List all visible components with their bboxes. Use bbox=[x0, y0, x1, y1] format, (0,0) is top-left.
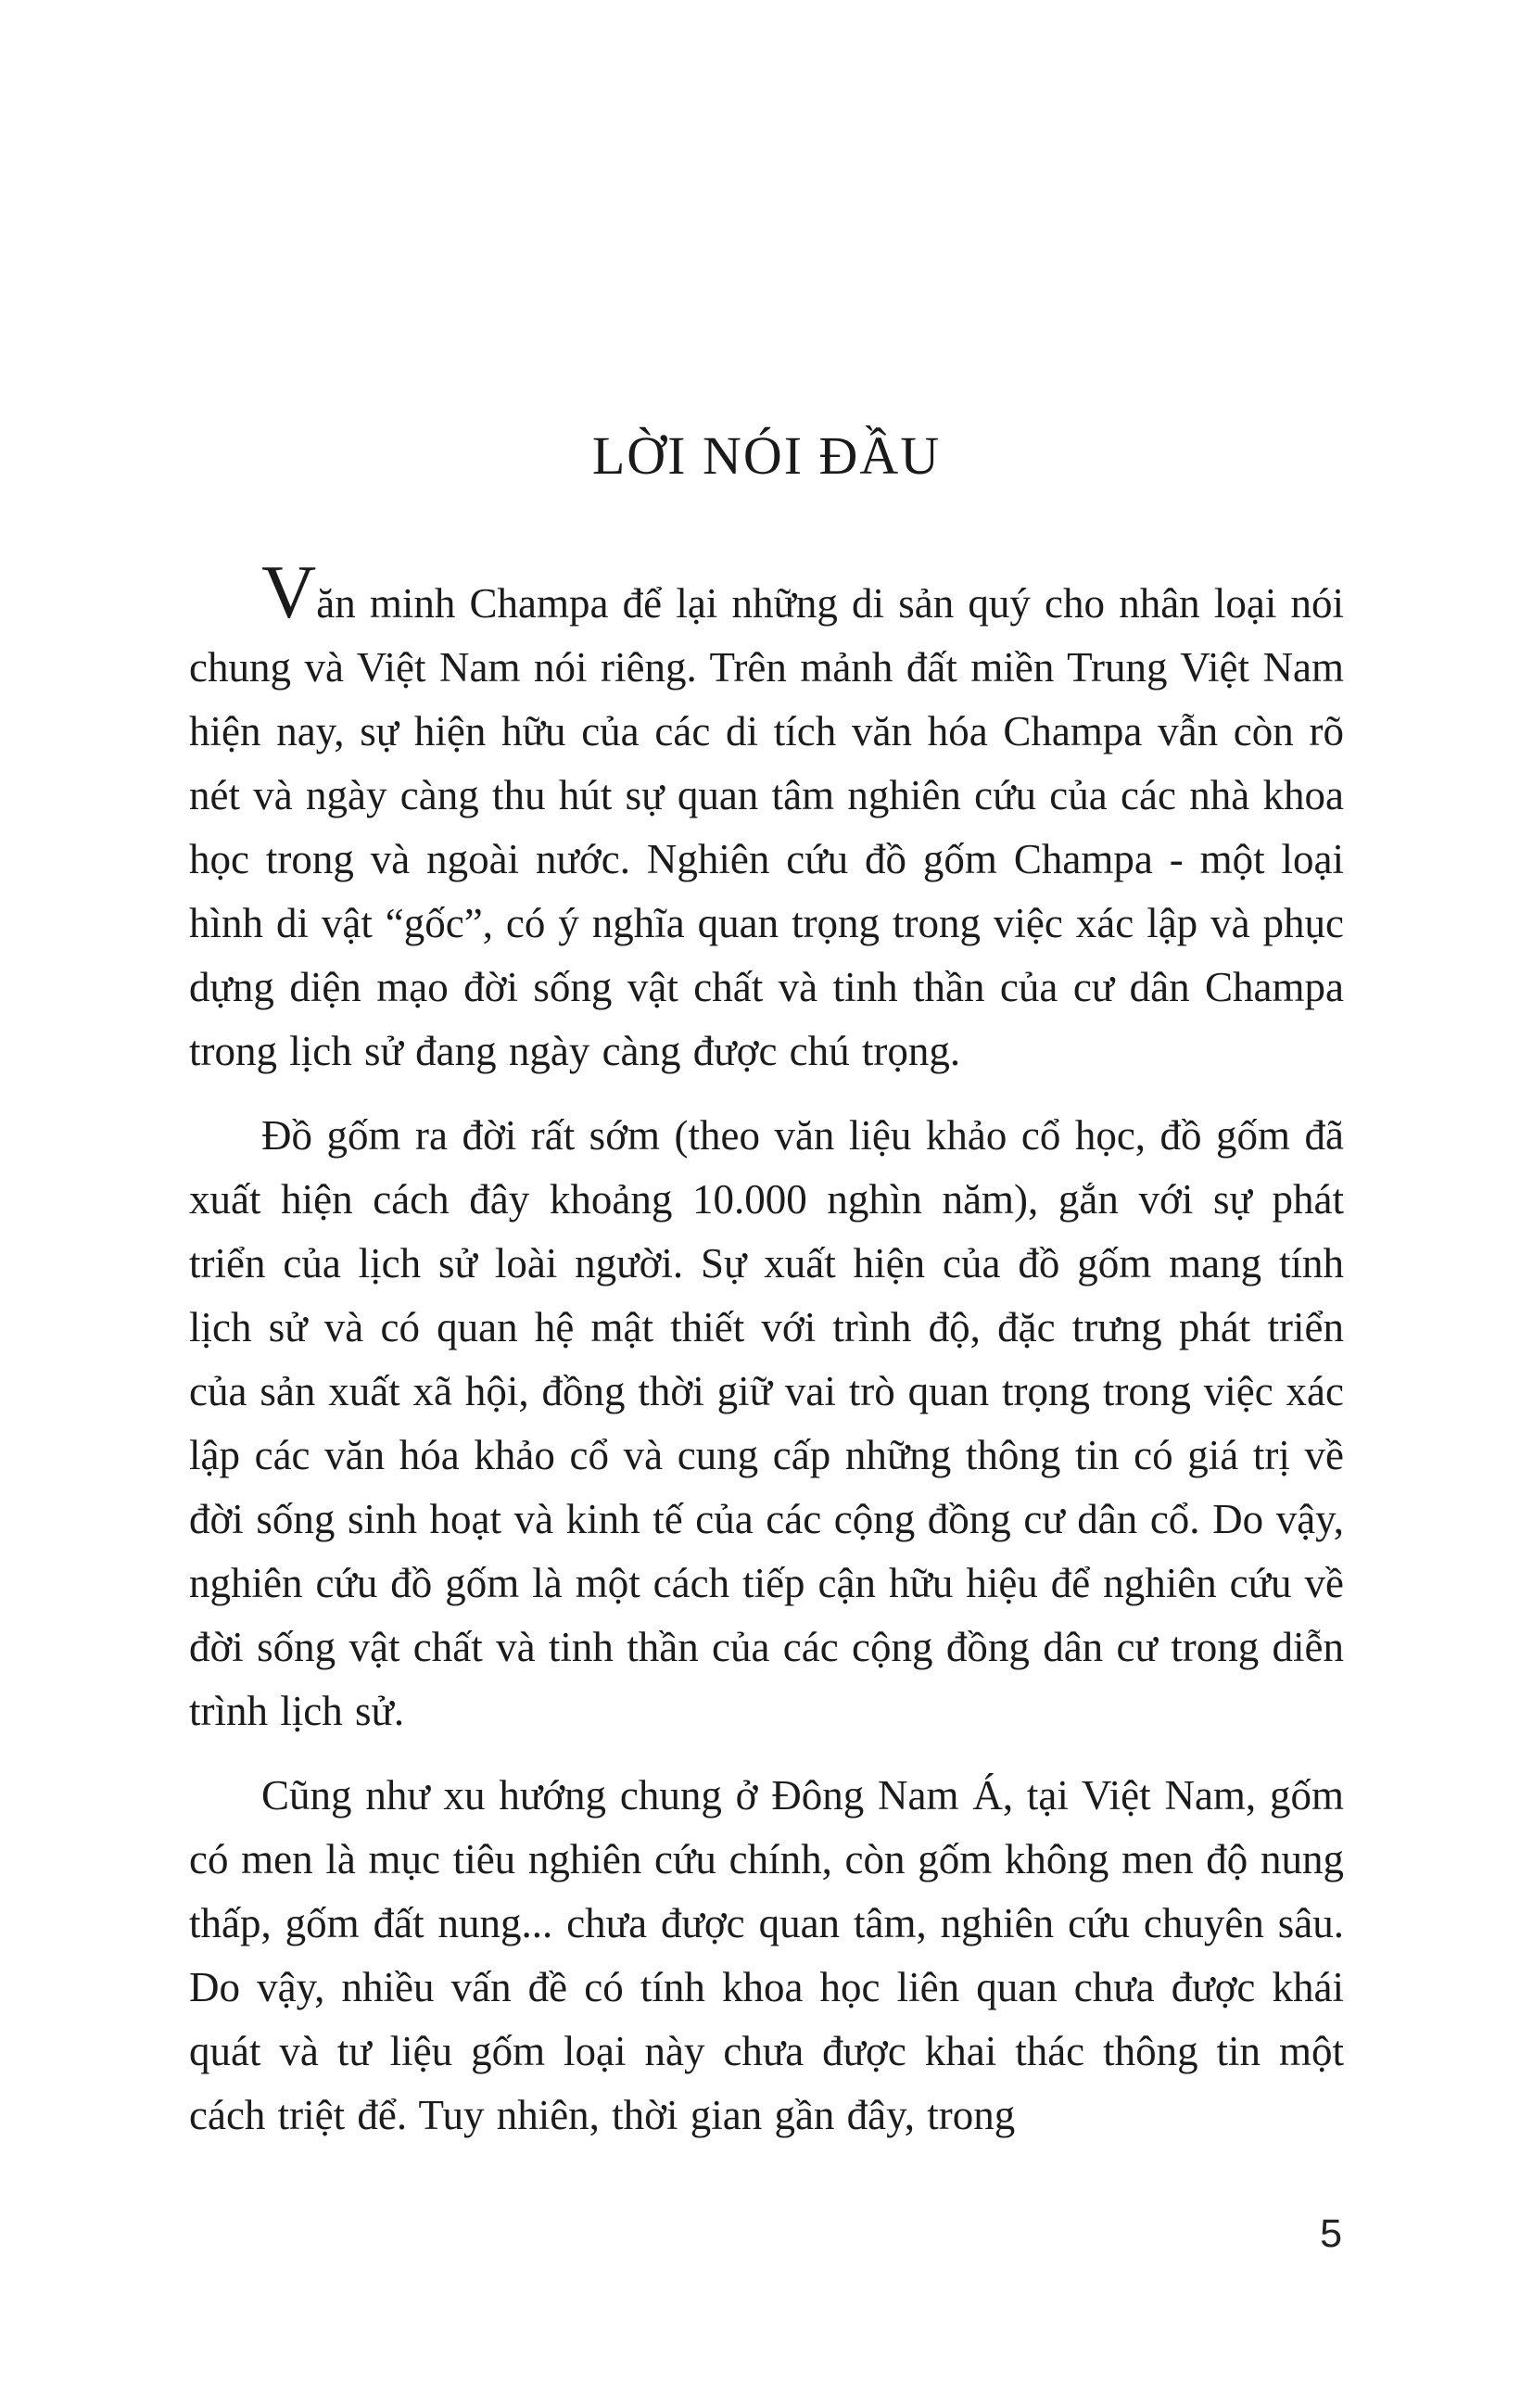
paragraph-1-text: ăn minh Champa để lại những di sản quý cho nhân loại nói chung và Việt Nam nói riêng. Trên mảnh đất miền Trung Việt Nam hiện nay, sự hiện hữu của các di tích văn hóa Champa vẫn còn rõ nét và ngày càng thu hút sự quan tâm nghiên cứu của các nhà khoa học trong và ngoài nước. Nghiên cứu đồ gốm Champa - một loại hình di vật “gốc”, có ý nghĩa quan trọng trong việc xác lập và phục dựng diện mạo đời sống vật chất và tinh thần của cư dân Champa trong lịch sử đang ngày càng được chú trọng. bbox=[189, 580, 1344, 1074]
paragraph-2: Đồ gốm ra đời rất sớm (theo văn liệu khảo cổ học, đồ gốm đã xuất hiện cách đây khoảng 10.000 nghìn năm), gắn với sự phát triển của lịch sử loài người. Sự xuất hiện của đồ gốm mang tính lịch sử và có quan hệ mật thiết với trình độ, đặc trưng phát triển của sản xuất xã hội, đồng thời giữ vai trò quan trọng trong việc xác lập các văn hóa khảo cổ và cung cấp những thông tin có giá trị về đời sống sinh hoạt và kinh tế của các cộng đồng cư dân cổ. Do vậy, nghiên cứu đồ gốm là một cách tiếp cận hữu hiệu để nghiên cứu về đời sống vật chất và tinh thần của các cộng đồng dân cư trong diễn trình lịch sử. bbox=[189, 1112, 1344, 1734]
page-title: LỜI NÓI ĐẦU bbox=[591, 425, 942, 486]
body-text bbox=[189, 550, 1344, 2148]
drop-cap-initial: V bbox=[261, 550, 317, 634]
page-number: 5 bbox=[1320, 2212, 1342, 2256]
paragraph-1 bbox=[189, 550, 1344, 1084]
paragraph-3: Cũng như xu hướng chung ở Đông Nam Á, tại Việt Nam, gốm có men là mục tiêu nghiên cứu chính, còn gốm không men độ nung thấp, gốm đất nung... chưa được quan tâm, nghiên cứu chuyên sâu. Do vậy, nhiều vấn đề có tính khoa học liên quan chưa được khái quát và tư liệu gốm loại này chưa được khai thác thông tin một cách triệt để. Tuy nhiên, thời gian gần đây, trong bbox=[189, 1772, 1344, 2138]
